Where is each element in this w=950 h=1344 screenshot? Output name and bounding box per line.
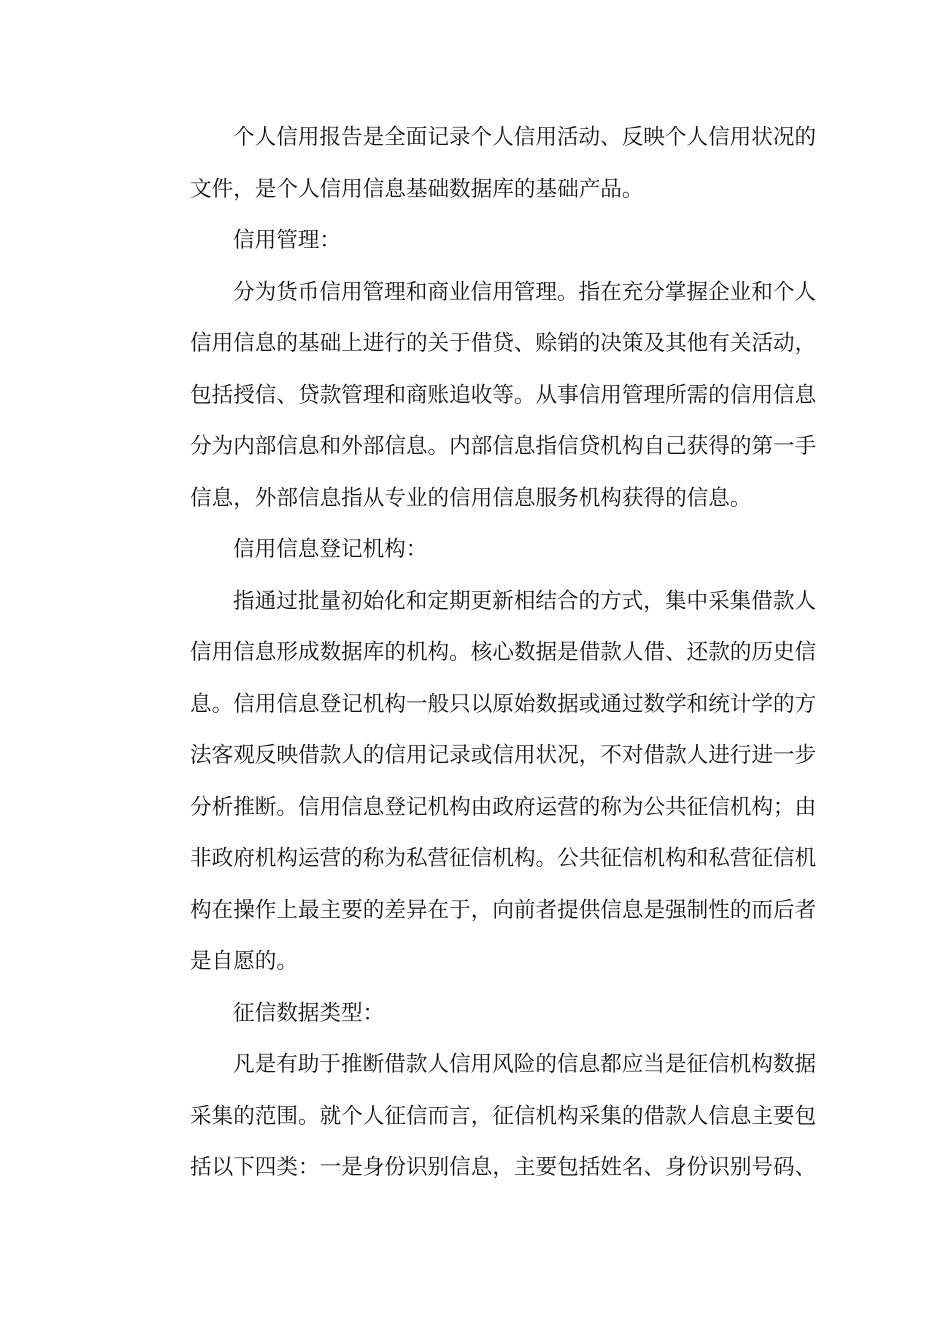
text-line: 采集的范围。就个人征信而言，征信机构采集的借款人信息主要包 [190,1103,817,1129]
heading-credit-management [147,215,795,267]
text-line: 指通过批量初始化和定期更新相结合的方式，集中采集借款人 [233,588,817,614]
paragraph-credit-management [147,267,817,525]
heading-credit-data-types [147,988,795,1040]
text-line: 息。信用信息登记机构一般只以原始数据或通过数学和统计学的方 [190,691,817,717]
text-line: 征信数据类型： [233,1000,385,1026]
text-line: 分析推断。信用信息登记机构由政府运营的称为公共征信机构；由 [190,794,817,820]
paragraph-credit-registry [147,576,817,988]
text-line: 信用信息的基础上进行的关于借贷、赊销的决策及其他有关活动， [190,331,817,356]
paragraph-credit-data-types [147,1039,817,1194]
text-line: 信用信息形成数据库的机构。核心数据是借款人借、还款的历史信 [190,640,817,665]
text-line: 非政府机构运营的称为私营征信机构。公共征信机构和私营征信机 [190,846,817,871]
text-line: 凡是有助于推断借款人信用风险的信息都应当是征信机构数据 [233,1052,817,1077]
text-line: 分为货币信用管理和商业信用管理。指在充分掌握企业和个人 [233,279,817,305]
heading-credit-registry [147,524,795,576]
text-line: 分为内部信息和外部信息。内部信息指信贷机构自己获得的第一手 [190,434,817,459]
text-line: 构在操作上最主要的差异在于，向前者提供信息是强制性的而后者 [190,897,817,923]
text-line: 个人信用报告是全面记录个人信用活动、反映个人信用状况的 [233,125,817,150]
text-line: 是自愿的。 [190,949,298,974]
document-body [147,112,817,1194]
text-line: 文件，是个人信用信息基础数据库的基础产品。 [190,176,644,202]
text-line: 包括授信、贷款管理和商账追收等。从事信用管理所需的信用信息 [190,382,817,408]
text-line: 信用信息登记机构： [233,537,428,562]
text-line: 括以下四类：一是身份识别信息，主要包括姓名、身份识别号码、 [190,1155,817,1180]
text-line: 信用管理： [233,228,341,253]
paragraph-credit-report [147,112,817,215]
text-line: 法客观反映借款人的信用记录或信用状况，不对借款人进行进一步 [190,743,817,768]
text-line: 信息，外部信息指从专业的信用信息服务机构获得的信息。 [190,485,752,511]
